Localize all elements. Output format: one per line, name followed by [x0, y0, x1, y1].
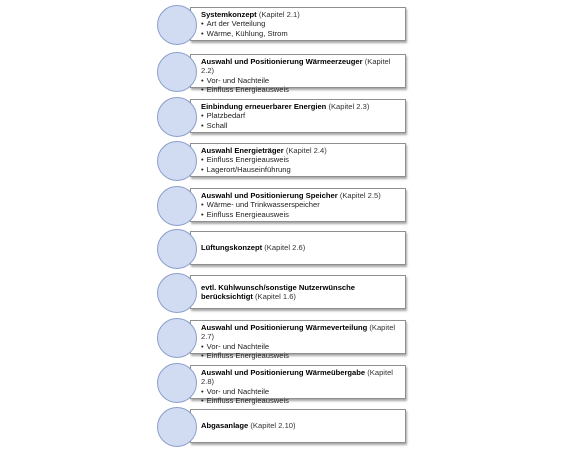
step-bullet: • Art der Verteilung — [201, 19, 401, 28]
step-title-line — [201, 368, 401, 387]
step-title-line — [201, 102, 401, 111]
chapter-reference: (Kapitel 2.4) — [283, 146, 327, 155]
process-step — [157, 186, 409, 226]
step-title-line — [201, 323, 401, 342]
process-step — [157, 141, 409, 181]
step-bullet: • Platzbedarf — [201, 111, 401, 120]
step-bullet: • Wärme- und Trinkwasserspeicher — [201, 200, 401, 209]
chapter-reference: (Kapitel 2.6) — [262, 243, 306, 253]
chapter-reference: (Kapitel 2.3) — [326, 102, 370, 111]
step-title: Auswahl und Positionierung Wärmeverteilung — [201, 323, 368, 332]
step-circle — [157, 52, 197, 92]
step-box — [190, 275, 406, 309]
step-box — [190, 54, 406, 94]
step-bullet: • Einfluss Energieausweis — [201, 85, 401, 94]
step-bullet: • Lagerort/Hauseinführung — [201, 165, 401, 174]
step-title-line — [201, 10, 401, 19]
process-step — [157, 407, 409, 447]
step-title-line — [201, 57, 401, 76]
process-step — [157, 229, 409, 269]
process-step — [157, 52, 409, 92]
step-title: Auswahl und Positionierung Wärmeübergabe — [201, 368, 366, 377]
process-step — [157, 97, 409, 137]
chapter-reference: (Kapitel 2.2) — [201, 57, 391, 76]
step-box — [190, 365, 406, 405]
process-step — [157, 363, 409, 403]
step-circle — [157, 186, 197, 226]
step-bullet: • Wärme, Kühlung, Strom — [201, 29, 401, 38]
process-step — [157, 273, 409, 313]
step-circle — [157, 5, 197, 45]
step-circle — [157, 363, 197, 403]
process-step — [157, 5, 409, 45]
step-title-line — [201, 191, 401, 200]
step-bullet: • Einfluss Energieausweis — [201, 155, 401, 164]
step-circle — [157, 229, 197, 269]
step-title: Systemkonzept — [201, 10, 257, 19]
step-title: Auswahl Energieträger — [201, 146, 284, 155]
step-title: evtl. Kühlwunsch/sonstige Nutzerwünsche berücksichtigt — [201, 282, 356, 301]
step-title-line — [201, 283, 401, 302]
chapter-reference: (Kapitel 1.6) — [252, 292, 296, 301]
step-box — [190, 99, 406, 133]
step-title: Lüftungskonzept — [201, 243, 263, 253]
step-box — [190, 188, 406, 222]
step-box — [190, 7, 406, 41]
step-title-line — [201, 243, 305, 252]
step-title: Abgasanlage — [201, 421, 249, 431]
step-title-line — [201, 421, 296, 430]
chapter-reference: (Kapitel 2.10) — [248, 421, 296, 431]
step-bullet: • Einfluss Energieausweis — [201, 351, 401, 360]
chapter-reference: (Kapitel 2.1) — [256, 10, 300, 19]
step-bullet: • Vor- und Nachteile — [201, 76, 401, 85]
step-circle — [157, 318, 197, 358]
step-bullet: • Einfluss Energieausweis — [201, 210, 401, 219]
step-circle — [157, 97, 197, 137]
process-step — [157, 318, 409, 358]
step-box — [190, 320, 406, 360]
step-box — [190, 409, 406, 443]
step-title: Einbindung erneuerbarer Energien — [201, 102, 327, 111]
step-title: Auswahl und Positionierung Speicher — [201, 191, 338, 200]
chapter-reference: (Kapitel 2.8) — [201, 368, 393, 387]
step-box — [190, 143, 406, 177]
step-bullet: • Vor- und Nachteile — [201, 342, 401, 351]
step-bullet: • Vor- und Nachteile — [201, 387, 401, 396]
step-bullet: • Schall — [201, 121, 401, 130]
step-circle — [157, 141, 197, 181]
step-circle — [157, 273, 197, 313]
chapter-reference: (Kapitel 2.7) — [201, 323, 396, 342]
step-title: Auswahl und Positionierung Wärmeerzeuger — [201, 57, 363, 66]
chapter-reference: (Kapitel 2.5) — [337, 191, 381, 200]
step-box — [190, 231, 406, 265]
step-circle — [157, 407, 197, 447]
step-bullet: • Einfluss Energieausweis — [201, 396, 401, 405]
step-title-line — [201, 146, 401, 155]
